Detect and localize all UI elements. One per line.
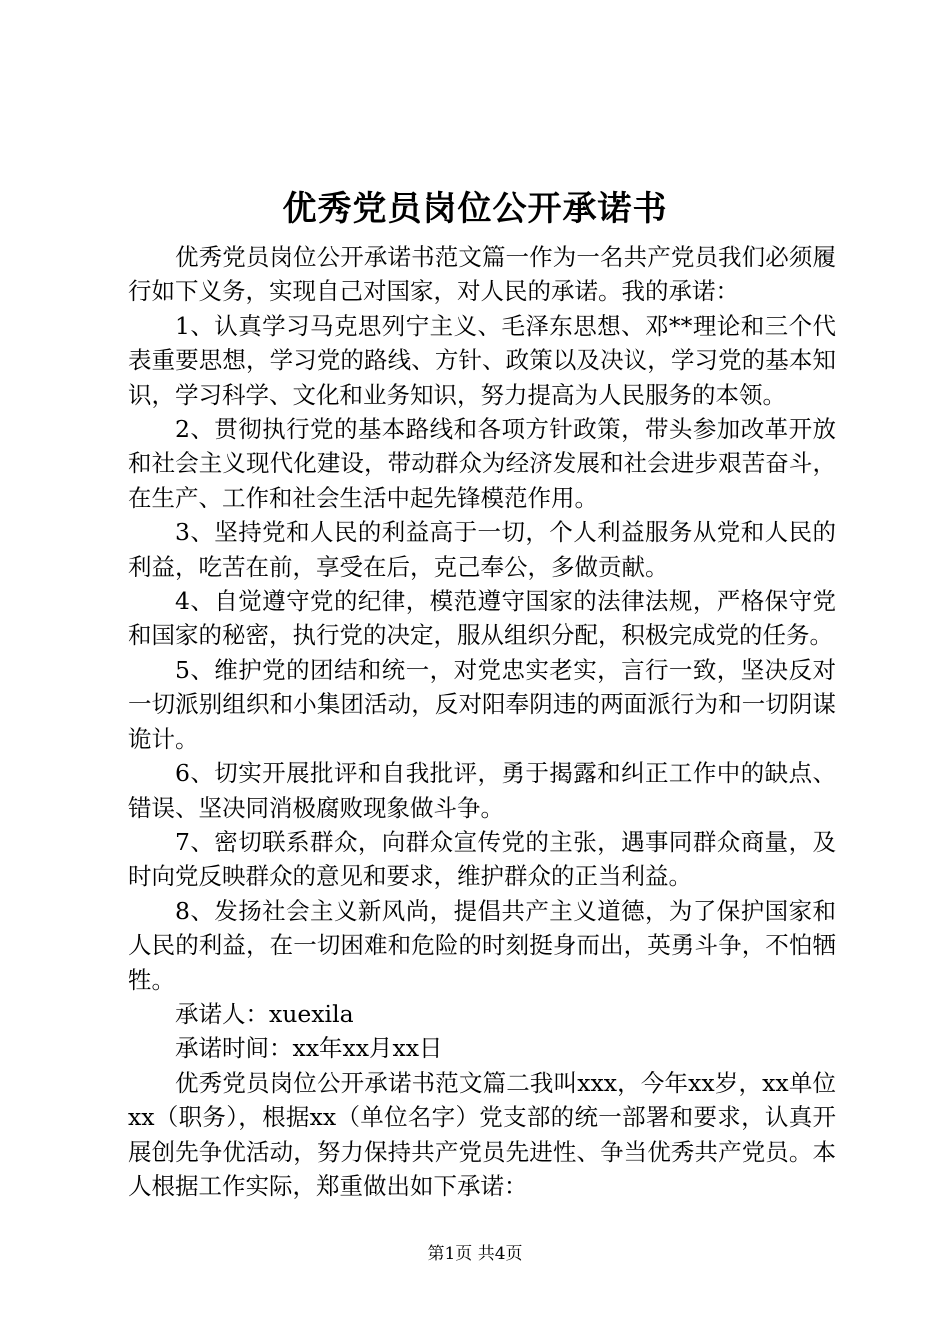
- document-title: 优秀党员岗位公开承诺书: [282, 189, 668, 229]
- paragraph-item-7: 7、密切联系群众，向群众宣传党的主张，遇事同群众商量，及时向党反映群众的意见和要求，维护群众的正当利益。: [128, 827, 836, 891]
- promise-date-line: 承诺时间：xx年xx月xx日: [175, 1034, 443, 1063]
- paragraph-item-3: 3、坚持党和人民的利益高于一切，个人利益服务从党和人民的利益，吃苦在前，享受在后，克己奉公，多做贡献。: [128, 518, 836, 581]
- promiser-line: 承诺人：xuexila: [175, 999, 354, 1028]
- document-body: [128, 240, 836, 1203]
- page-footer: 第1页 共4页: [427, 1244, 523, 1264]
- paragraph-sample-two: 优秀党员岗位公开承诺书范文篇二我叫xxx，今年xx岁，xx单位xx（职务），根据xx（单位名字）党支部的统一部署和要求，认真开展创先争优活动，努力保持共产党员先进性、争当优秀共产党员。本人根据工作实际，郑重做出如下承诺：: [128, 1068, 836, 1200]
- paragraph-item-4: 4、自觉遵守党的纪律，模范遵守国家的法律法规，严格保守党和国家的秘密，执行党的决定，服从组织分配，积极完成党的任务。: [128, 587, 836, 650]
- paragraph-item-5: 5、维护党的团结和统一，对党忠实老实，言行一致，坚决反对一切派别组织和小集团活动，反对阳奉阴违的两面派行为和一切阴谋诡计。: [128, 655, 836, 753]
- paragraph-item-8: 8、发扬社会主义新风尚，提倡共产主义道德，为了保护国家和人民的利益，在一切困难和危险的时刻挺身而出，英勇斗争，不怕牺牲。: [128, 896, 836, 994]
- paragraph-item-2: 2、贯彻执行党的基本路线和各项方针政策，带头参加改革开放和社会主义现代化建设，带动群众为经济发展和社会进步艰苦奋斗，在生产、工作和社会生活中起先锋模范作用。: [128, 415, 836, 512]
- paragraph-item-6: 6、切实开展批评和自我批评，勇于揭露和纠正工作中的缺点、错误、坚决同消极腐败现象做斗争。: [128, 759, 836, 822]
- paragraph-item-1: 1、认真学习马克思列宁主义、毛泽东思想、邓**理论和三个代表重要思想，学习党的路线、方针、政策以及决议，学习党的基本知识，学习科学、文化和业务知识，努力提高为人民服务的本领。: [128, 311, 836, 409]
- paragraph-intro: 优秀党员岗位公开承诺书范文篇一作为一名共产党员我们必须履行如下义务，实现自己对国家，对人民的承诺。我的承诺：: [128, 243, 836, 306]
